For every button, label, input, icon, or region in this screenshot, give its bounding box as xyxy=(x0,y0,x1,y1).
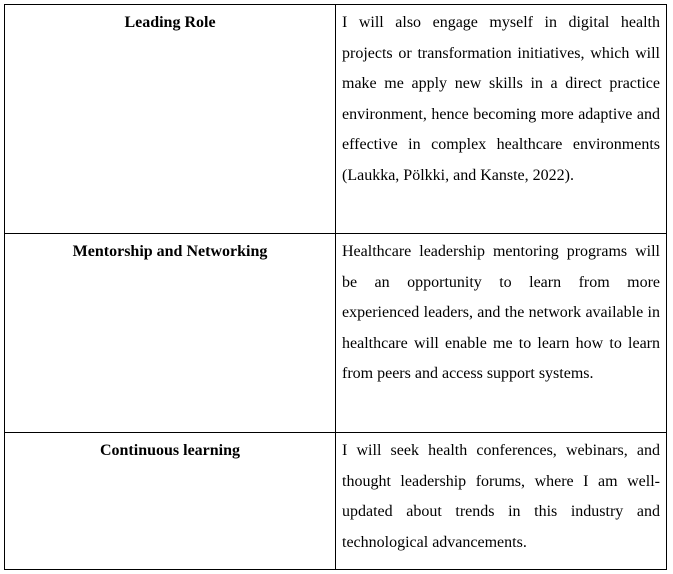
row-label: Leading Role xyxy=(5,5,336,234)
development-plan-table xyxy=(4,4,667,570)
table-row xyxy=(5,433,667,570)
row-description: Healthcare leadership mentoring programs will be an opportunity to learn from more experienced leaders, and the network available in healthcare will enable me to learn how to learn from peers and access support systems. xyxy=(336,234,667,433)
table-row xyxy=(5,234,667,433)
row-description: I will seek health conferences, webinars, and thought leadership forums, where I am well-updated about trends in this industry and technological advancements. xyxy=(336,433,667,570)
table-row xyxy=(5,5,667,234)
row-label: Mentorship and Networking xyxy=(5,234,336,433)
row-description: I will also engage myself in digital health projects or transformation initiatives, which will make me apply new skills in a direct practice environment, hence becoming more adaptive and effective in complex healthcare environments (Laukka, Pölkki, and Kanste, 2022). xyxy=(336,5,667,234)
row-label: Continuous learning xyxy=(5,433,336,570)
